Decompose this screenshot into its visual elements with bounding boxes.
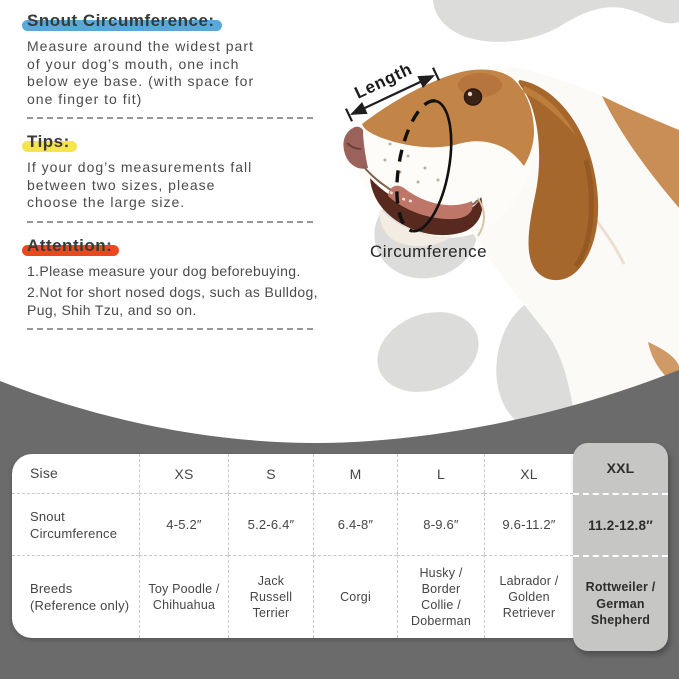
column-header-s: S bbox=[228, 454, 313, 493]
circumference-value-s: 5.2-6.4″ bbox=[228, 493, 313, 555]
breeds-value-m: Corgi bbox=[313, 555, 397, 638]
attention-item-1: 1.Please measure your dog beforebuying. bbox=[27, 262, 301, 279]
column-header-l: L bbox=[397, 454, 484, 493]
circumference-value-l: 8-9.6″ bbox=[397, 493, 484, 555]
breeds-value-xxl: Rottweiler / German Shepherd bbox=[573, 555, 668, 651]
circumference-value-xxl: 11.2-12.8″ bbox=[573, 493, 668, 555]
breeds-value-s: Jack Russell Terrier bbox=[228, 555, 313, 638]
column-header-xs: XS bbox=[139, 454, 228, 493]
breeds-value-xl: Labrador / Golden Retriever bbox=[484, 555, 573, 638]
size-table-card bbox=[12, 454, 622, 638]
heading-text: Tips: bbox=[27, 132, 70, 151]
row-label-breeds: Breeds (Reference only) bbox=[12, 555, 139, 638]
column-header-xxl: XXL bbox=[606, 460, 635, 476]
xxl-highlight-column bbox=[573, 443, 668, 651]
circumference-label: Circumference bbox=[370, 242, 488, 261]
circumference-value-xl: 9.6-11.2″ bbox=[484, 493, 573, 555]
column-header-m: M bbox=[313, 454, 397, 493]
tips-text: If your dog’s measurements fall between two sizes, please choose the large size. bbox=[27, 159, 253, 210]
snout-measure-ellipse bbox=[397, 101, 451, 231]
column-header-sise: Sise bbox=[30, 465, 59, 481]
row-label-snout-circumference: Snout Circumference bbox=[12, 493, 139, 555]
breeds-value-l: Husky / Border Collie / Doberman bbox=[397, 555, 484, 638]
attention-item-2: 2.Not for short nosed dogs, such as Bulldog, Pug, Shih Tzu, and so on. bbox=[27, 284, 318, 318]
heading-text: Attention: bbox=[27, 235, 113, 255]
heading-text: Snout Circumference: bbox=[27, 11, 215, 30]
circumference-value-xs: 4-5.2″ bbox=[139, 493, 228, 555]
snout-circumference-instructions: Measure around the widest part of your dog’s mouth, one inch below eye base. (with space for one finger to fit) bbox=[27, 38, 255, 107]
column-header-xl: XL bbox=[484, 454, 573, 493]
breeds-value-xs: Toy Poodle / Chihuahua bbox=[139, 555, 228, 638]
circumference-value-m: 6.4-8″ bbox=[313, 493, 397, 555]
length-label: Length bbox=[351, 59, 416, 103]
